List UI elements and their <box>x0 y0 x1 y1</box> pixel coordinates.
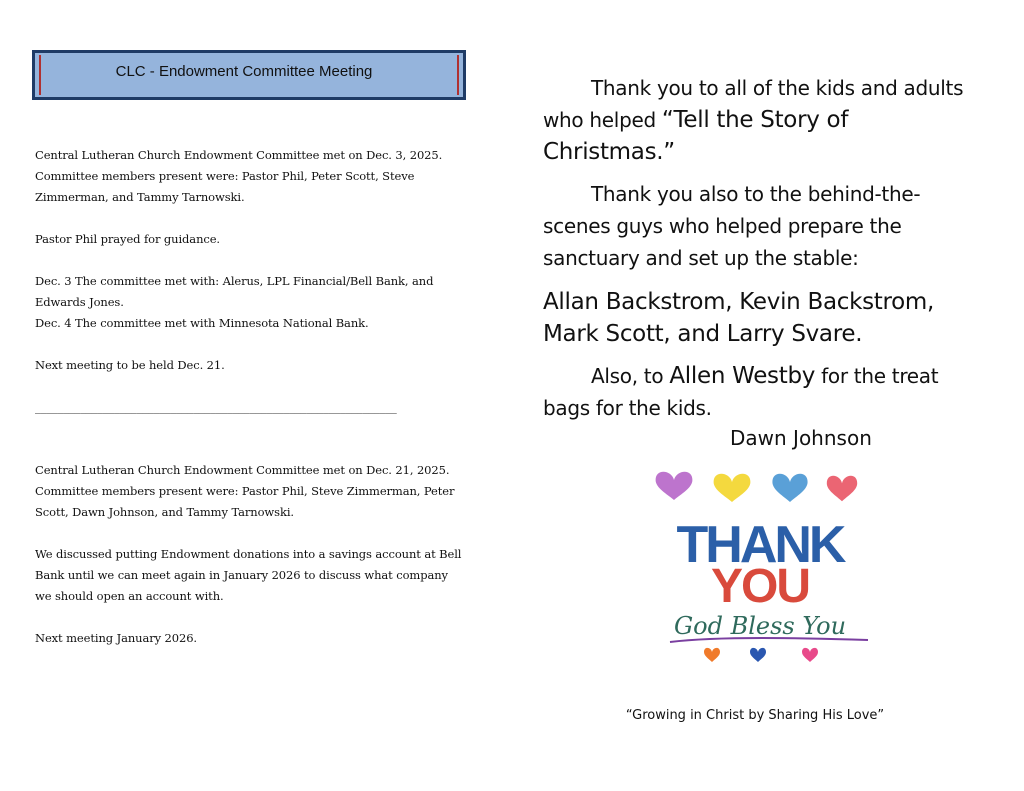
art-you-text: YOU <box>710 560 810 613</box>
minutes1-prayer: Pastor Phil prayed for guidance. <box>35 232 220 246</box>
text-line: Zimmerman, and Tammy Tarnowski. <box>35 190 245 204</box>
text-line: Committee members present were: Pastor Phil, Peter Scott, Steve <box>35 169 415 183</box>
minutes2-attendance <box>35 460 475 523</box>
divider-line: ________________________________________________________________ <box>35 400 397 414</box>
church-motto: “Growing in Christ by Sharing His Love” <box>625 708 885 723</box>
text-line: we should open an account with. <box>35 589 224 603</box>
thanks-crew-paragraph <box>543 178 983 274</box>
heart-icon <box>772 474 807 502</box>
art-underline <box>670 638 868 642</box>
text-line: Central Lutheran Church Endowment Committee met on Dec. 3, 2025. <box>35 148 443 162</box>
thank-you-note <box>543 72 983 450</box>
text-line: Scott, Dawn Johnson, and Tammy Tarnowski. <box>35 505 294 519</box>
minutes2-next-meeting: Next meeting January 2026. <box>35 631 197 645</box>
meeting-minutes <box>35 145 475 670</box>
minutes1-meetings <box>35 271 475 334</box>
helper-name: Allen Westby <box>669 363 816 389</box>
text-line: Central Lutheran Church Endowment Committee met on Dec. 21, 2025. <box>35 463 450 477</box>
text-line: We discussed putting Endowment donations into a savings account at Bell <box>35 547 462 561</box>
heart-icon <box>827 476 857 501</box>
small-hearts-row <box>704 648 818 662</box>
thanks-kids-text: Thank you to all of the kids and adults who helped <box>543 76 964 132</box>
page-title: CLC - Endowment Committee Meeting <box>115 63 373 80</box>
art-blessing-text: God Bless You <box>673 612 847 640</box>
signature: Dawn Johnson <box>730 426 872 450</box>
text-line: Bank until we can meet again in January 2026 to discuss what company <box>35 568 448 582</box>
thanks-crew-text: Thank you also to the behind-the-scenes guys who helped prepare the sanctuary and set up the stable: <box>543 182 921 270</box>
text-line: Dec. 3 The committee met with: Alerus, LPL Financial/Bell Bank, and <box>35 274 434 288</box>
title-banner <box>32 50 466 100</box>
thanks-treats-paragraph <box>543 360 983 424</box>
art-thank-text: THANK <box>676 516 844 574</box>
hearts-row <box>656 472 858 502</box>
thanks-treats-text-end: for the treat bags for the kids. <box>543 364 939 420</box>
text-line: Committee members present were: Pastor Phil, Steve Zimmerman, Peter <box>35 484 455 498</box>
minutes1-next-meeting: Next meeting to be held Dec. 21. <box>35 358 225 372</box>
heart-icon <box>802 648 818 662</box>
thanks-kids-paragraph <box>543 72 983 168</box>
heart-icon <box>750 648 766 662</box>
minutes1-attendance <box>35 145 475 208</box>
text-line: Edwards Jones. <box>35 295 124 309</box>
heart-icon <box>714 474 751 502</box>
thank-you-artwork <box>640 466 880 676</box>
text-line: Dec. 4 The committee met with Minnesota National Bank. <box>35 316 369 330</box>
heart-icon <box>656 472 693 500</box>
helper-names: Allan Backstrom, Kevin Backstrom, Mark Scott, and Larry Svare. <box>543 289 935 347</box>
minutes2-discussion <box>35 544 475 607</box>
thanks-treats-text: Also, to <box>591 364 670 388</box>
program-title: “Tell the Story of Christmas.” <box>543 107 849 165</box>
heart-icon <box>704 648 720 662</box>
